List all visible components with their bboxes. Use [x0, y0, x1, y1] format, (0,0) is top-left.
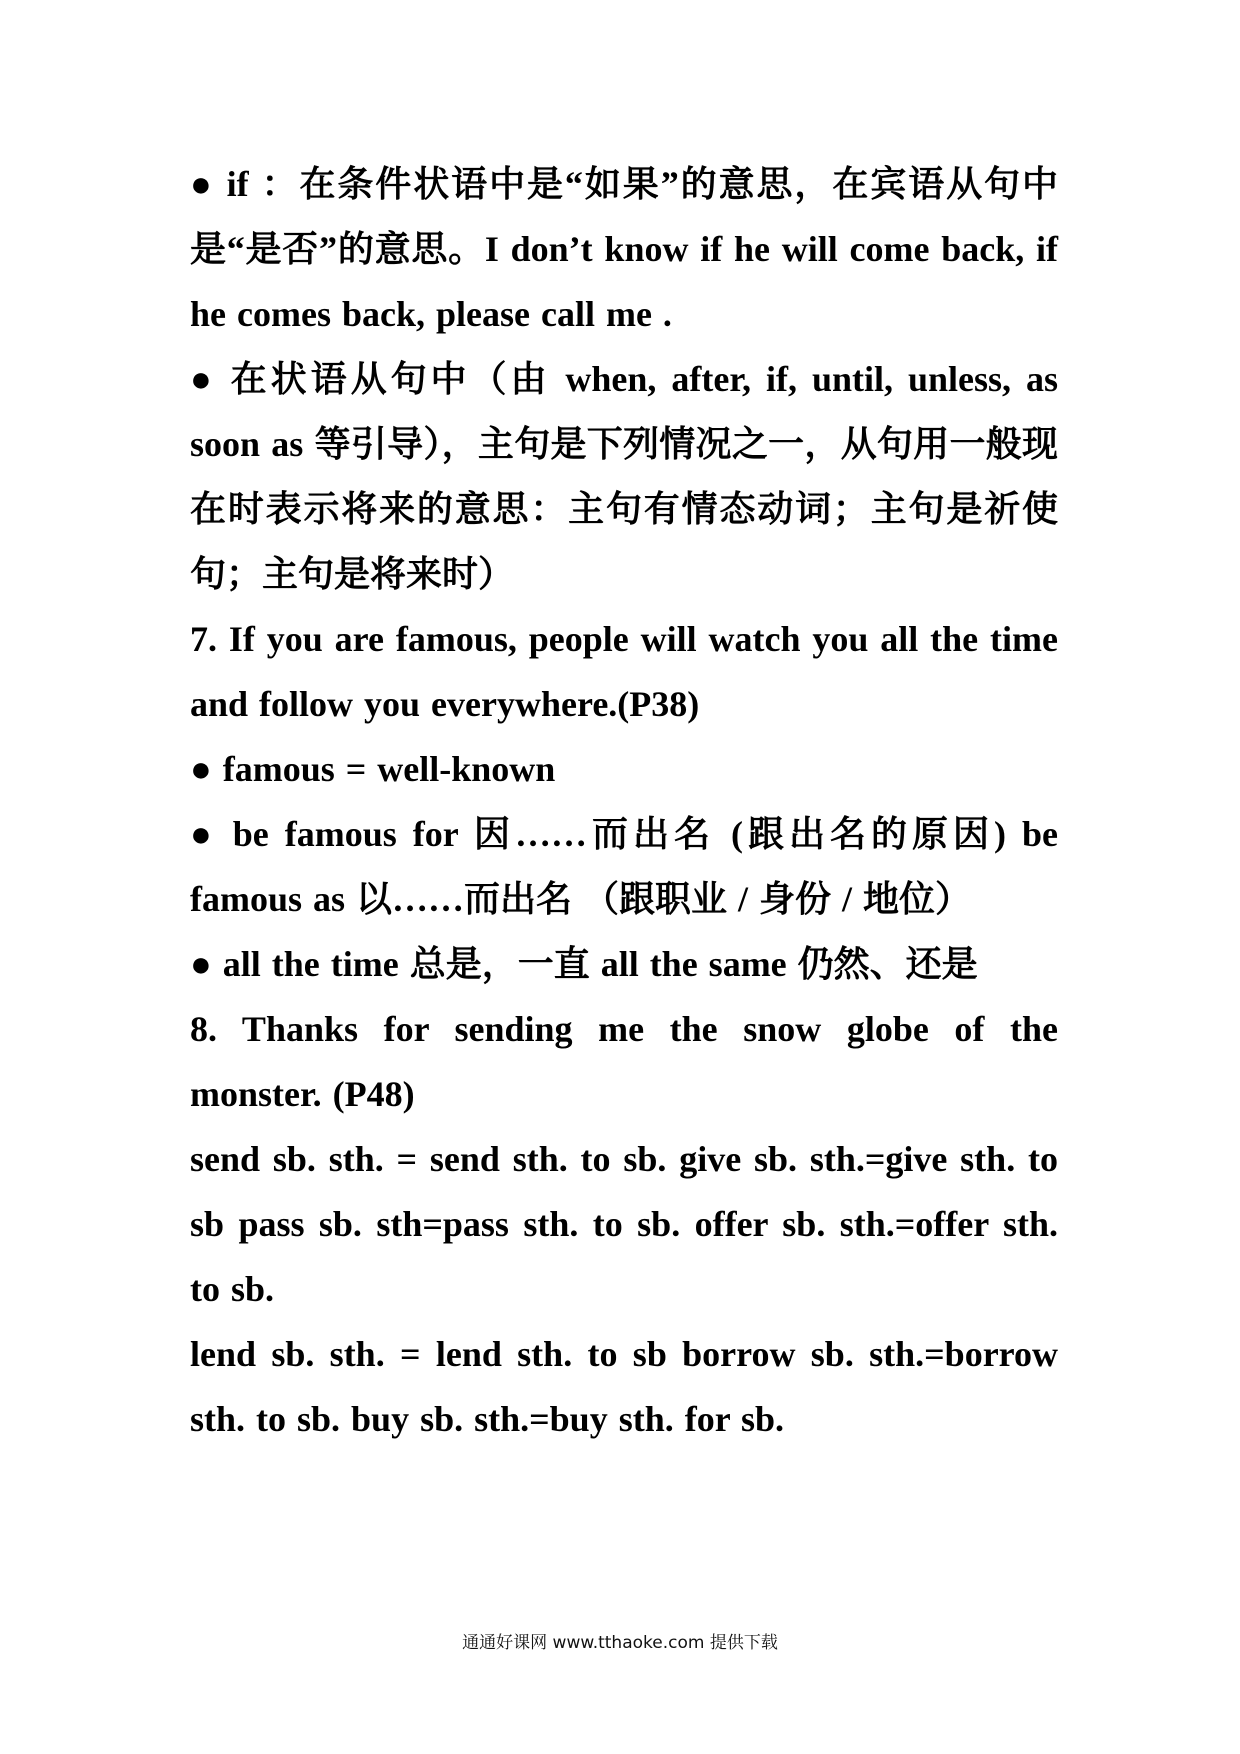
- paragraph-all-the-time: ● all the time 总是，一直 all the same 仍然、还是: [190, 944, 978, 984]
- paragraph-famous-for-as: ● be famous for 因……而出名 (跟出名的原因) be famous as 以……而出名 （跟职业 / 身份 / 地位）: [190, 814, 1058, 919]
- paragraph-lend-borrow-buy: lend sb. sth. = lend sth. to sb borrow sb. sth.=borrow sth. to sb. buy sb. sth.=buy sth. for sb.: [190, 1334, 1058, 1439]
- paragraph-sentence-7: 7. If you are famous, people will watch you all the time and follow you everywhere.(P38): [190, 619, 1058, 724]
- paragraph-famous-synonym: ● famous = well-known: [190, 749, 556, 789]
- page-footer: 通通好课网 www.tthaoke.com 提供下载: [462, 1633, 778, 1653]
- paragraph-adverbial-clause-rule: ● 在状语从句中（由 when, after, if, until, unless, as soon as 等引导），主句是下列情况之一，从句用一般现在时表示将来的意思：主句有情态动词；主句是祈使句；主句是将来时）: [190, 359, 1058, 594]
- paragraph-sentence-8: 8. Thanks for sending me the snow globe of the monster. (P48): [190, 1009, 1058, 1114]
- document-body: [190, 152, 1058, 1452]
- paragraph-send-give-pass-offer: send sb. sth. = send sth. to sb. give sb. sth.=give sth. to sb pass sb. sth=pass sth. to sb. offer sb. sth.=offer sth. to sb.: [190, 1139, 1058, 1309]
- paragraph-if-meaning: ● if ：在条件状语中是“如果”的意思，在宾语从句中是“是否”的意思。I don’t know if he will come back, if he comes back, please call me .: [190, 164, 1058, 334]
